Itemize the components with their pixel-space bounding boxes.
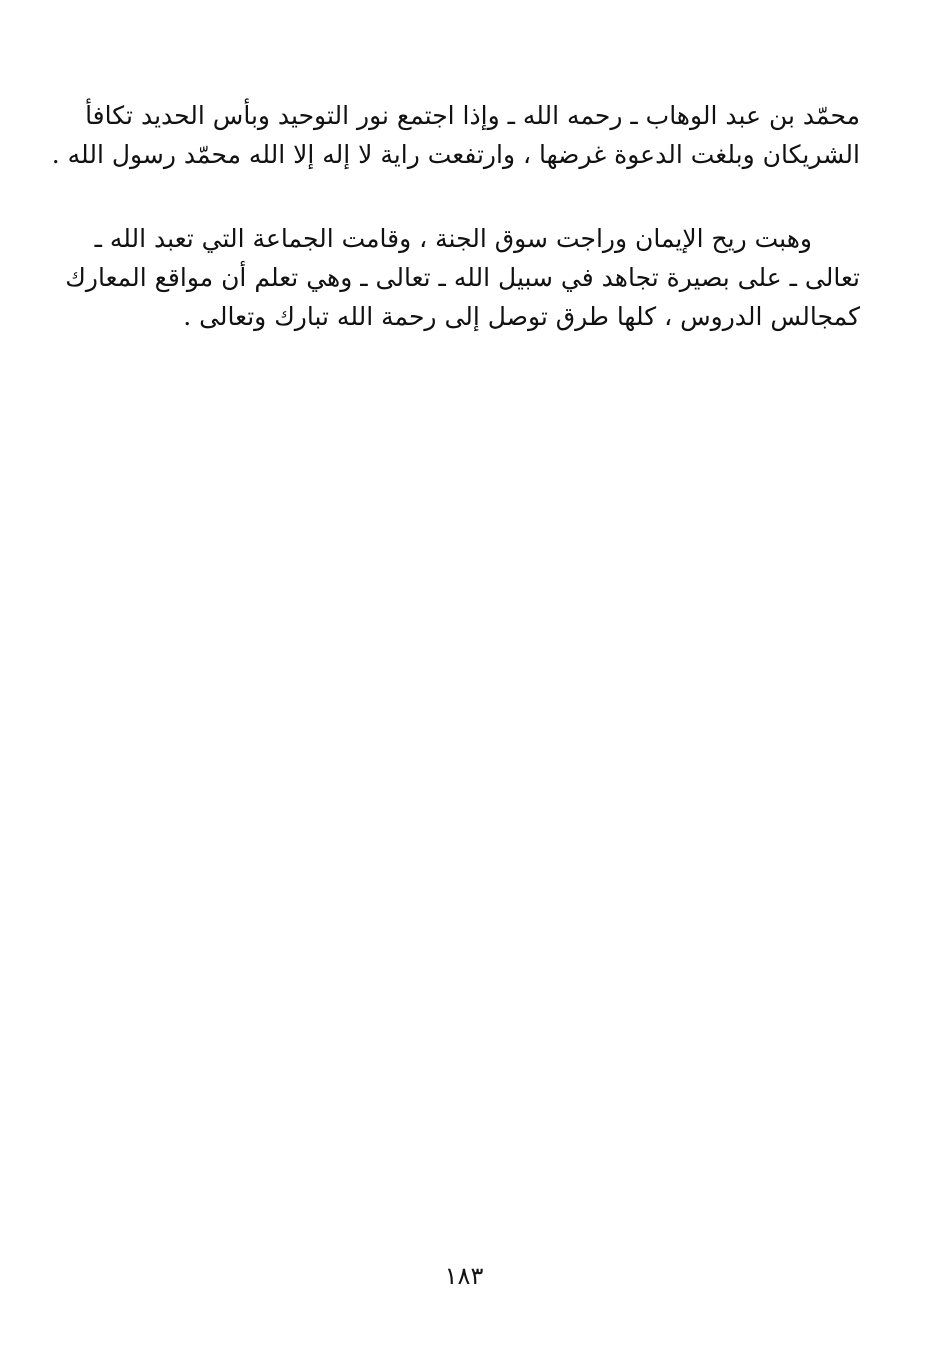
page-number: ١٨٣	[444, 1262, 484, 1290]
paragraph-2	[58, 219, 860, 336]
paragraph-line: وهبت ريح الإيمان وراجت سوق الجنة ، وقامت الجماعة التي تعبد الله ـ	[94, 224, 812, 253]
paragraph-line: محمّد بن عبد الوهاب ـ رحمه الله ـ وإذا اجتمع نور التوحيد وبأس الحديد تكافأ	[85, 101, 860, 130]
paragraph-line: تعالى ـ على بصيرة تجاهد في سبيل الله ـ تعالى ـ وهي تعلم أن مواقع المعارك	[65, 263, 860, 292]
paragraph-line: الشريكان وبلغت الدعوة غرضها ، وارتفعت راية لا إله إلا الله محمّد رسول الله .	[51, 140, 860, 169]
paragraph-line: كمجالس الدروس ، كلها طرق توصل إلى رحمة الله تبارك وتعالى .	[183, 302, 860, 331]
paragraph-1	[51, 96, 860, 174]
